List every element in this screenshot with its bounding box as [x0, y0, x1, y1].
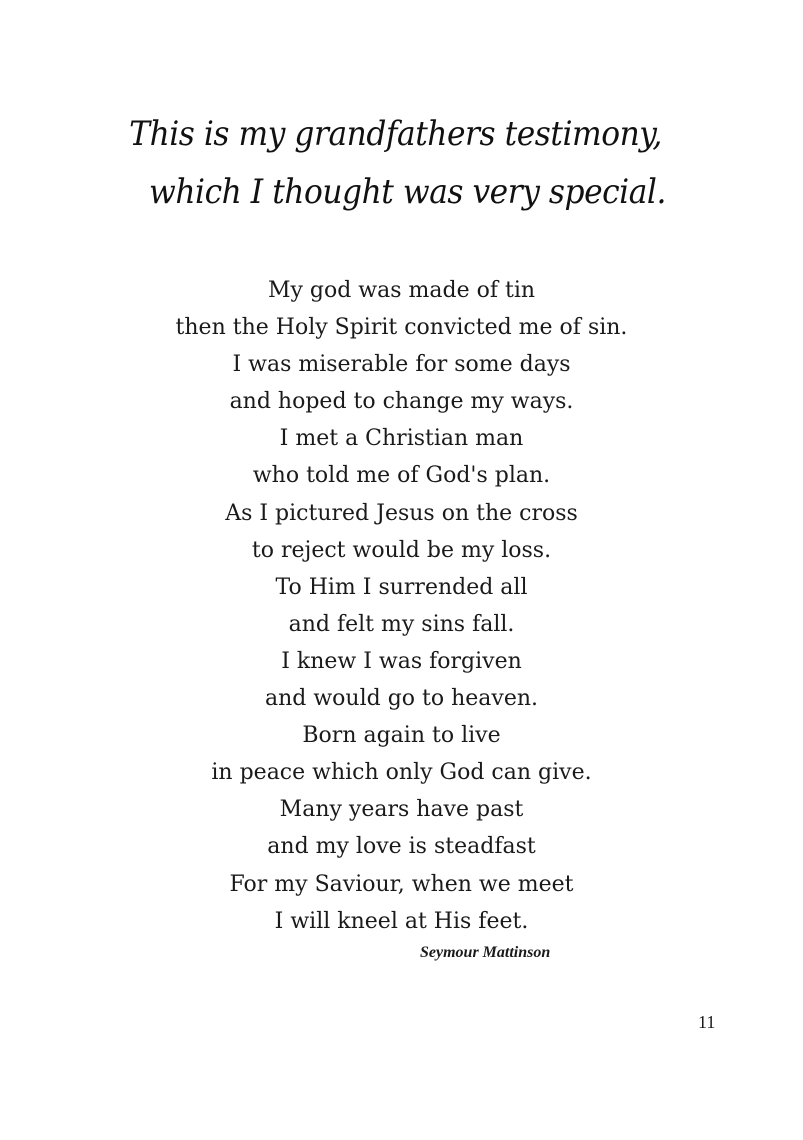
poem-line: then the Holy Spirit convicted me of sin. [175, 315, 628, 341]
poem-line: and hoped to change my ways. [229, 389, 574, 415]
poem-line: To Him I surrended all [275, 574, 528, 600]
page-number: 11 [698, 1012, 716, 1032]
poem-line: who told me of God's plan. [252, 463, 551, 489]
poem-author: Seymour Mattinson [420, 944, 551, 961]
poem-line: My god was made of tin [267, 278, 536, 303]
poem-line: I met a Christian man [279, 426, 524, 452]
handwritten-heading-line-2: which I thought was very special. [149, 172, 666, 212]
poem-line: Born again to live [302, 723, 501, 749]
handwritten-heading-line-1: This is my grandfathers testimony, [129, 114, 662, 154]
poem-line: I knew I was forgiven [281, 648, 522, 674]
poem-line: and my love is steadfast [267, 834, 536, 860]
poem-line: and felt my sins fall. [288, 611, 515, 637]
poem-line: For my Saviour, when we meet [229, 871, 574, 897]
poem-line: and would go to heaven. [264, 686, 539, 712]
poem-line: Many years have past [279, 797, 524, 823]
poem-line: As I pictured Jesus on the cross [225, 500, 578, 526]
poem [0, 272, 803, 940]
poem-line: to reject would be my loss. [251, 537, 552, 563]
poem-line: I was miserable for some days [232, 352, 571, 378]
poem-line: in peace which only God can give. [211, 760, 592, 786]
poem-line: I will kneel at His feet. [274, 908, 529, 934]
